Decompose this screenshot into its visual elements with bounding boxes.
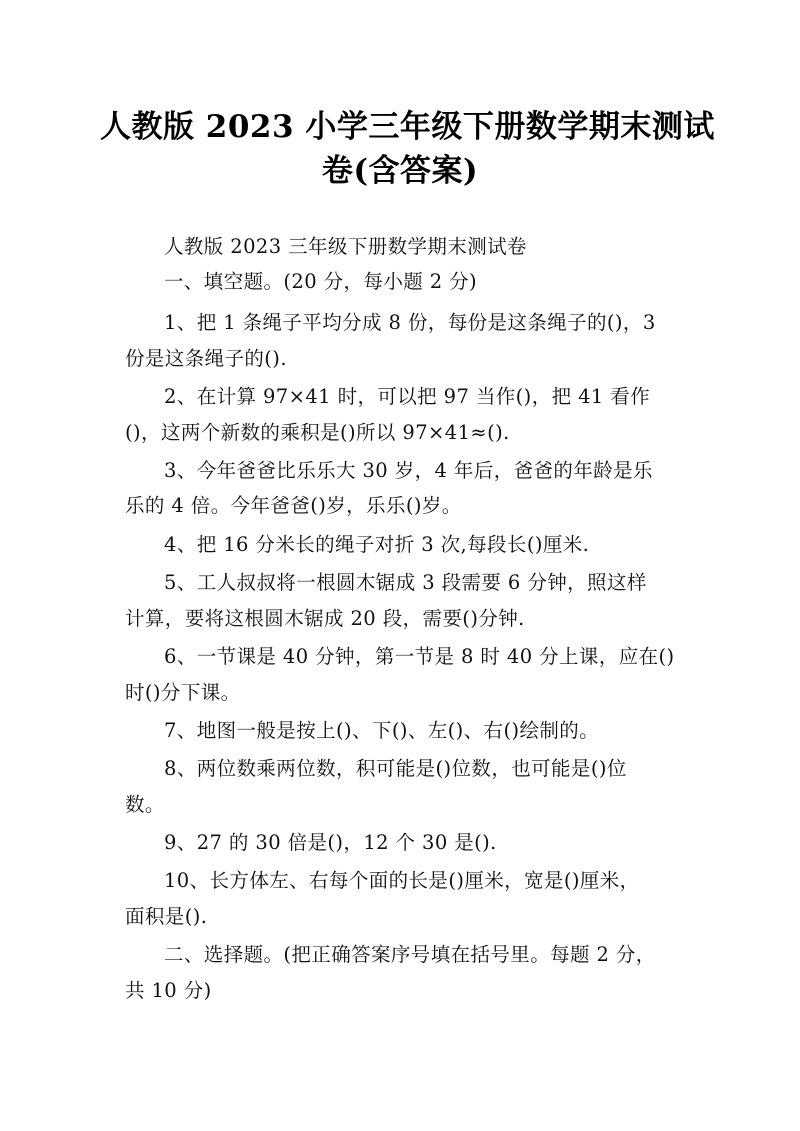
- section-heading-multiple-choice-line-1: 二、选择题。(把正确答案序号填在括号里。每题 2 分，: [164, 943, 656, 966]
- question-10-line-1: 10、长方体左、右每个面的长是()厘米，宽是()厘米，: [164, 869, 640, 892]
- question-5-line-2: 计算，要将这根圆木锯成 20 段，需要()分钟.: [125, 607, 525, 630]
- document-title-line-1: 人教版 2023 小学三年级下册数学期末测试: [100, 109, 715, 145]
- question-6-line-2: 时()分下课。: [125, 681, 241, 704]
- question-7: 7、地图一般是按上()、下()、左()、右()绘制的。: [164, 719, 600, 742]
- document-title-line-2: 卷(含答案): [321, 153, 479, 189]
- question-5-line-1: 5、工人叔叔将一根圆木锯成 3 段需要 6 分钟，照这样: [164, 571, 647, 594]
- question-8-line-1: 8、两位数乘两位数，积可能是()位数，也可能是()位: [164, 757, 627, 780]
- question-8-line-2: 数。: [125, 793, 165, 816]
- question-10-line-2: 面积是().: [125, 905, 208, 928]
- question-1-line-1: 1、把 1 条绳子平均分成 8 份，每份是这条绳子的()，3: [164, 311, 656, 334]
- exam-subtitle: 人教版 2023 三年级下册数学期末测试卷: [164, 235, 527, 258]
- question-1-line-2: 份是这条绳子的().: [125, 347, 287, 370]
- question-4: 4、把 16 分米长的绳子对折 3 次,每段长()厘米.: [164, 533, 590, 556]
- question-3-line-2: 乐的 4 倍。今年爸爸()岁，乐乐()岁。: [125, 494, 462, 517]
- question-2-line-2: ()，这两个新数的乘积是()所以 97×41≈().: [125, 421, 510, 444]
- question-3-line-1: 3、今年爸爸比乐乐大 30 岁，4 年后，爸爸的年龄是乐: [164, 459, 653, 482]
- question-2-line-1: 2、在计算 97×41 时，可以把 97 当作()，把 41 看作: [164, 385, 651, 408]
- section-heading-multiple-choice-line-2: 共 10 分): [125, 979, 212, 1002]
- section-heading-fill-in: 一、填空题。(20 分，每小题 2 分): [164, 270, 478, 293]
- question-6-line-1: 6、一节课是 40 分钟，第一节是 8 时 40 分上课，应在(): [164, 645, 675, 668]
- question-9: 9、27 的 30 倍是()，12 个 30 是().: [164, 831, 497, 854]
